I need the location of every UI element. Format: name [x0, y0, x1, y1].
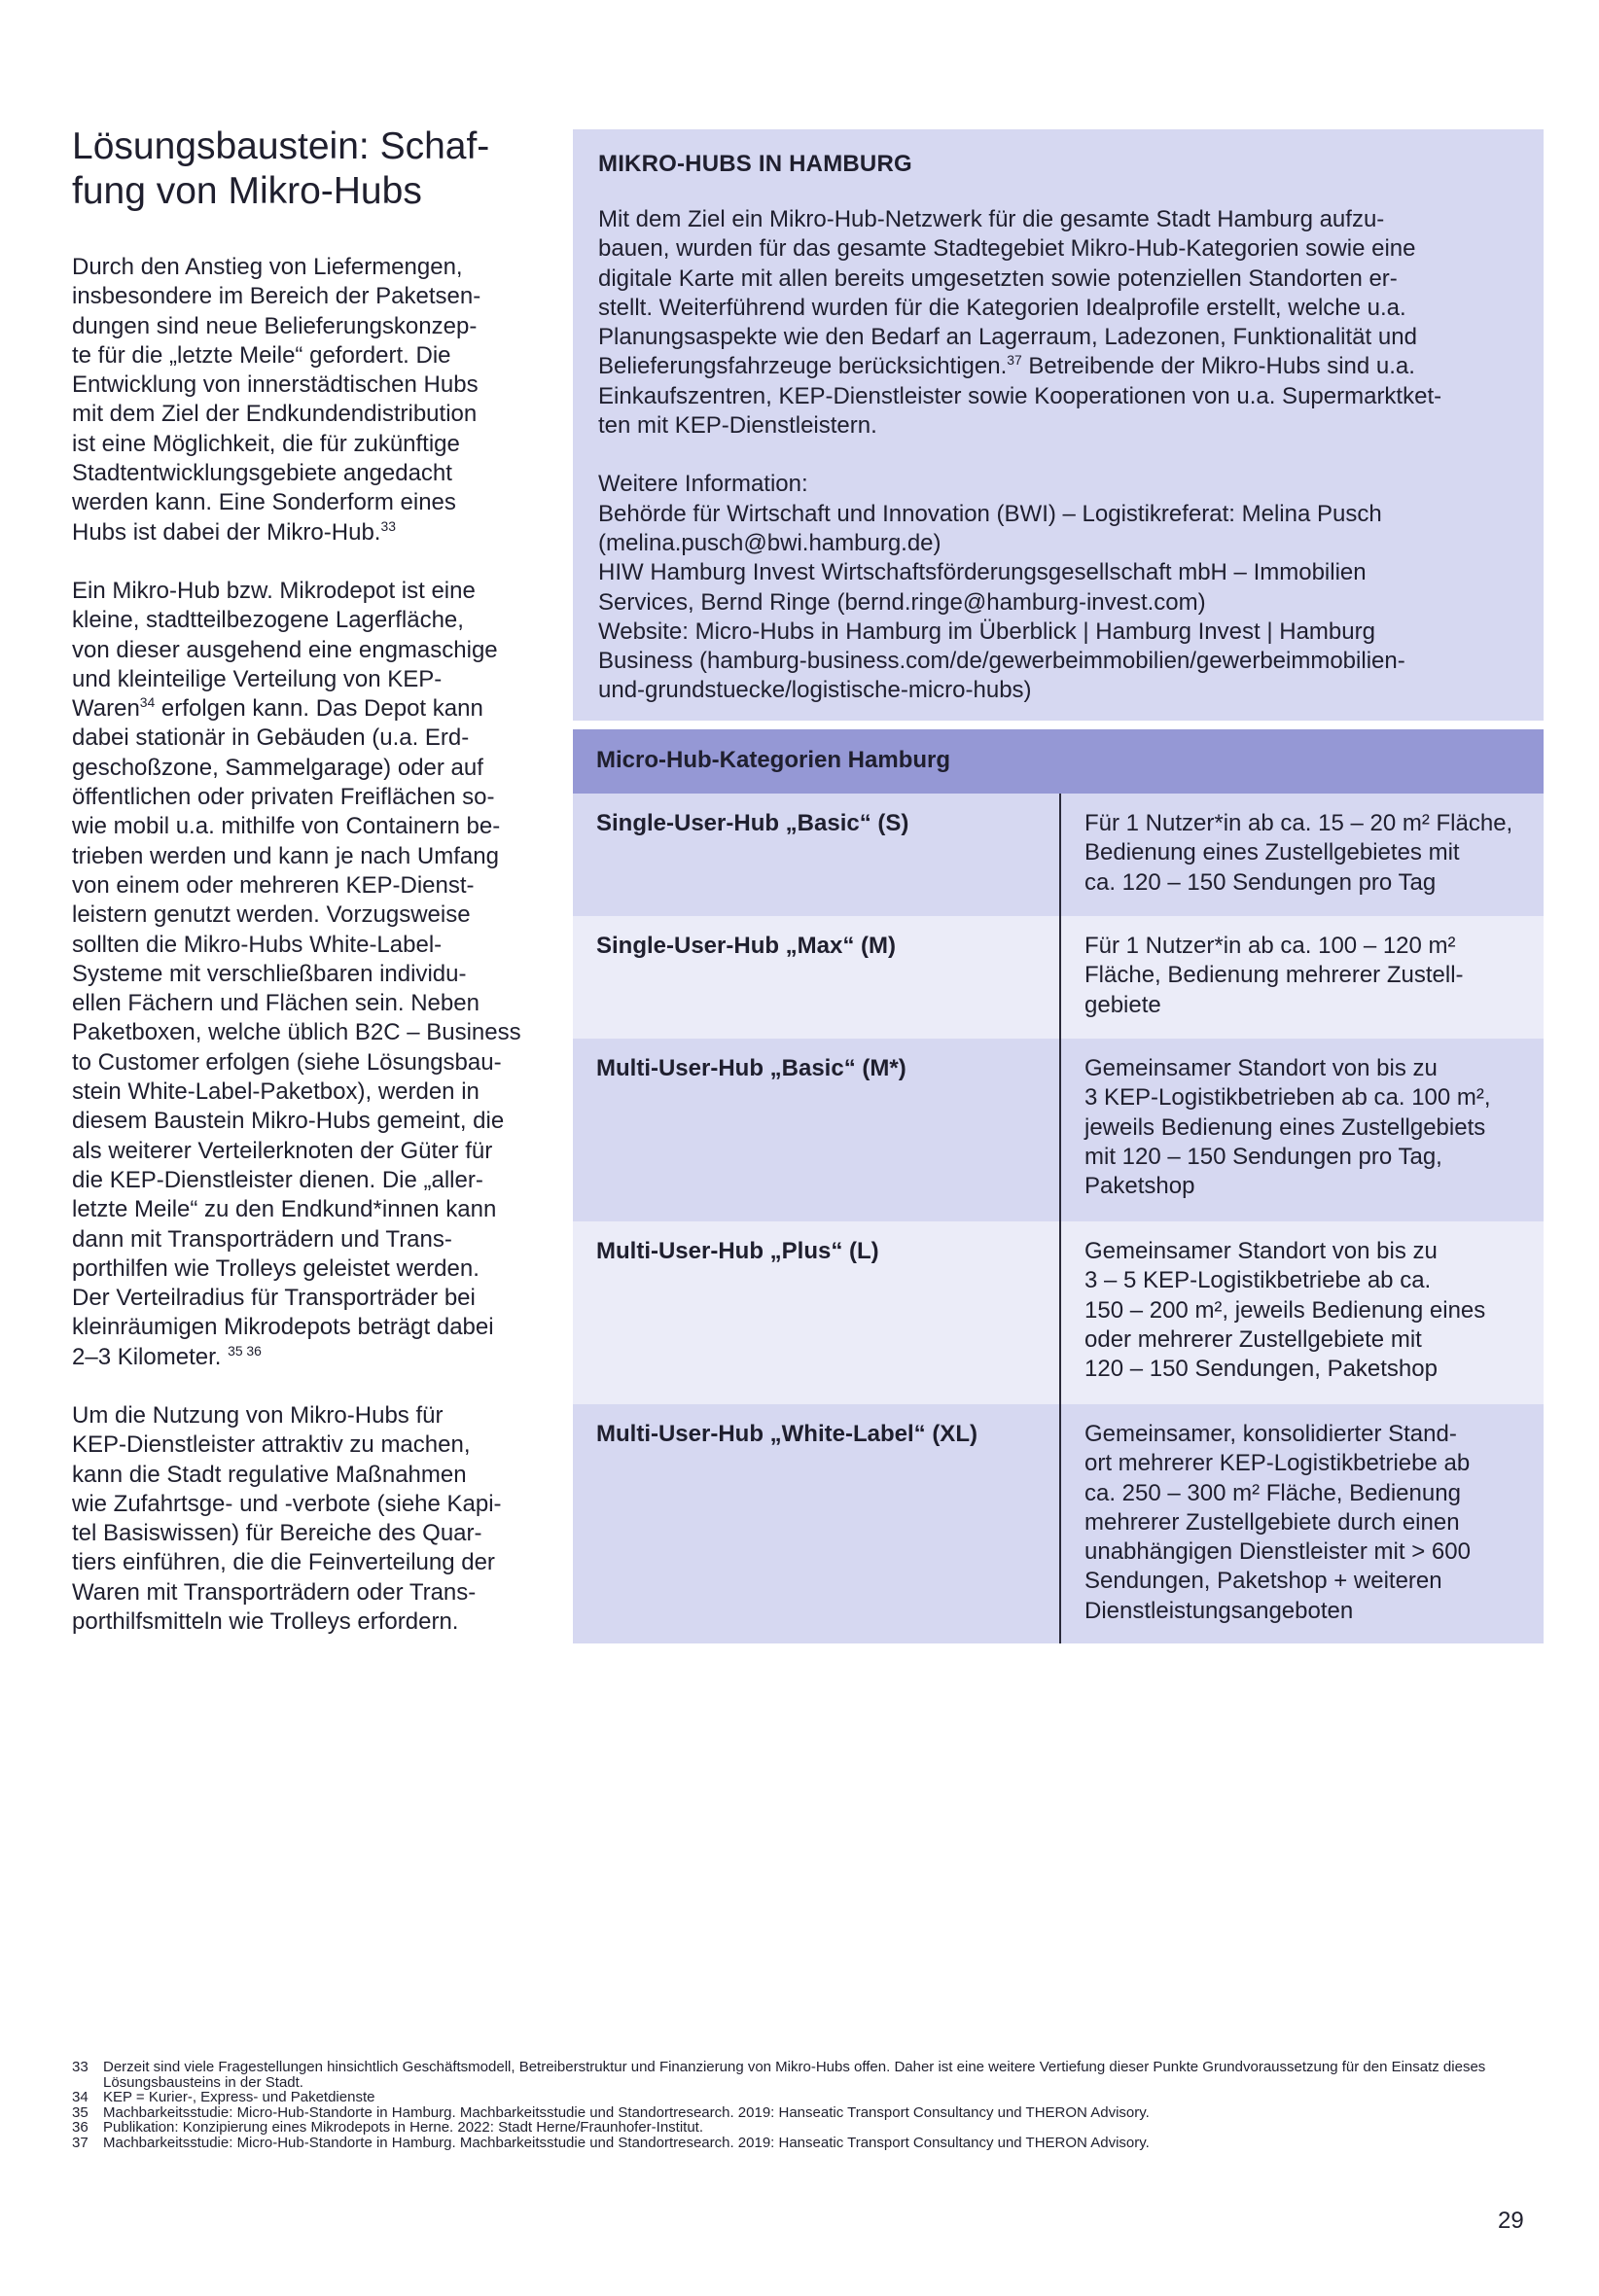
footnote-text: Machbarkeitsstudie: Micro-Hub-Standorte in Hamburg. Machbarkeitsstudie und Standortresearch. 2019: Hanseatic Transport Consultancy und THERON Advisory. [103, 2103, 1150, 2121]
category-description: Gemeinsamer Standort von bis zu 3 – 5 KEP-Logistikbetriebe ab ca. 150 – 200 m², jeweils Bedienung eines oder mehrerer Zustellgebiete mit 120 – 150 Sendungen, Paketshop [1059, 1221, 1544, 1404]
footnote-ref[interactable]: 34 [139, 694, 156, 711]
table-row [573, 1039, 1544, 1221]
footnote [72, 2090, 1531, 2105]
category-name: Single-User-Hub „Max“ (M) [596, 933, 897, 959]
footnote-number: 37 [72, 2134, 89, 2151]
footnote [72, 2105, 1531, 2121]
table-row [573, 794, 1544, 916]
category-name: Multi-User-Hub „Basic“ (M*) [596, 1055, 906, 1081]
paragraph-text: Mit dem Ziel ein Mikro-Hub-Netzwerk für die gesamte Stadt Hamburg aufzu- bauen, wurden für das gesamte Stadtegebiet Mikro-Hub-Kategorien sowie eine digitale Karte mit allen bereits umgesetzten sowie potenziellen Standorten er- stellt. Weiterführend wurden für die Kategorien Idealprofile erstellt, welche u.a. Planungsaspekte wie den Bedarf an Lagerraum, Ladezonen, Funktionalität und Belieferungsfahrzeuge berücksichtigen. [598, 206, 1417, 380]
category-description: Für 1 Nutzer*in ab ca. 15 – 20 m² Fläche, Bedienung eines Zustellgebietes mit ca. 120 – 150 Sendungen pro Tag [1059, 794, 1544, 916]
table-header: Micro-Hub-Kategorien Hamburg [573, 729, 1544, 794]
table-row [573, 1221, 1544, 1404]
footnote-ref[interactable]: 35 36 [228, 1342, 262, 1359]
page-number: 29 [1498, 2208, 1524, 2234]
footnote-ref[interactable]: 37 [1007, 352, 1022, 369]
footnote-text: Derzeit sind viele Fragestellungen hinsichtlich Geschäftsmodell, Betreiberstruktur und Finanzierung von Mikro-Hubs offen. Daher ist eine weitere Vertiefung dieser Punkte Grundvoraussetzung für den Einsatz dieses Lösungsbausteins in der Stadt. [103, 2059, 1486, 2091]
table-row [573, 916, 1544, 1039]
footnote [72, 2120, 1531, 2136]
footnote-text: Publikation: Konzipierung eines Mikrodepots in Herne. 2022: Stadt Herne/Fraunhofer-Institut. [103, 2119, 704, 2136]
article-paragraph-1 [72, 253, 549, 548]
page-title: Lösungsbaustein: Schaf- fung von Mikro-Hubs [72, 125, 490, 212]
footnote-text: KEP = Kurier-, Express- und Paketdienste [103, 2089, 375, 2105]
footnote-number: 36 [72, 2119, 89, 2136]
category-name: Multi-User-Hub „White-Label“ (XL) [596, 1421, 977, 1447]
footnote-number: 35 [72, 2103, 89, 2121]
table-row [573, 1404, 1544, 1643]
info-box-paragraph [598, 205, 1520, 441]
paragraph-text: Ein Mikro-Hub bzw. Mikrodepot ist eine kleine, stadtteilbezogene Lagerfläche, von dieser ausgehend eine engmaschige und kleinteilige Verteilung von KEP- Waren [72, 577, 498, 723]
footnote-ref[interactable]: 33 [380, 517, 396, 534]
category-name: Multi-User-Hub „Plus“ (L) [596, 1238, 879, 1264]
info-box-contacts: Weitere Information: Behörde für Wirtschaft und Innovation (BWI) – Logistikreferat: Melina Pusch (melina.pusch@bwi.hamburg.de) HIW Hamburg Invest Wirtschaftsförderungsgesellschaft mbH – Immobilien Services, Bernd Ringe (bernd.ringe@hamburg-invest.com) Website: Micro-Hubs in Hamburg im Überblick | Hamburg Invest | Hamburg Business (hamburg-business.com/de/gewerbeimmobilien/gewerbeimmobilien- und-grundstuecke/logistische-micro-hubs) [598, 471, 1405, 704]
micro-hub-categories-table [573, 729, 1544, 1643]
main-article [72, 124, 549, 1666]
article-paragraph-3 [72, 1401, 549, 1637]
paragraph-text: Betreibende der Mikro-Hubs sind u.a. Einkaufszentren, KEP-Dienstleister sowie Kooperationen von u.a. Supermarktket- ten mit KEP-Dienstleistern. [598, 353, 1442, 440]
footnote-number: 34 [72, 2089, 89, 2105]
paragraph-text: Um die Nutzung von Mikro-Hubs für KEP-Dienstleister attraktiv zu machen, kann die Stadt regulative Maßnahmen wie Zufahrtsge- und -verbote (siehe Kapi- tel Basiswissen) für Bereiche des Quar- tiers einführen, die die Feinverteilung der Waren mit Transporträdern oder Trans- porthilfsmitteln wie Trolleys erfordern. [72, 1401, 502, 1636]
category-description: Gemeinsamer, konsolidierter Stand- ort mehrerer KEP-Logistikbetriebe ab ca. 250 – 300 m² Fläche, Bedienung mehrerer Zustellgebiete durch einen unabhängigen Dienstleister mit > 600 Sendungen, Paketshop + weiteren Dienstleistungsangeboten [1059, 1404, 1544, 1643]
category-description: Gemeinsamer Standort von bis zu 3 KEP-Logistikbetrieben ab ca. 100 m², jeweils Bedienung eines Zustellgebiets mit 120 – 150 Sendungen pro Tag, Paketshop [1059, 1039, 1544, 1221]
footnote-text: Machbarkeitsstudie: Micro-Hub-Standorte in Hamburg. Machbarkeitsstudie und Standortresearch. 2019: Hanseatic Transport Consultancy und THERON Advisory. [103, 2134, 1150, 2151]
category-description: Für 1 Nutzer*in ab ca. 100 – 120 m² Fläche, Bedienung mehrerer Zustell- gebiete [1059, 916, 1544, 1039]
footnote-number: 33 [72, 2059, 89, 2075]
category-name: Single-User-Hub „Basic“ (S) [596, 810, 909, 836]
footnotes [72, 2060, 1531, 2150]
info-box-mikro-hubs-hamburg [573, 129, 1544, 721]
paragraph-text: Durch den Anstieg von Liefermengen, insbesondere im Bereich der Paketsen- dungen sind neue Belieferungskonzep- te für die „letzte Meile“ gefordert. Die Entwicklung von innerstädtischen Hubs mit dem Ziel der Endkundendistribution ist eine Möglichkeit, die für zukünftige Stadtentwicklungsgebiete angedacht werden kann. Eine Sonderform eines Hubs ist dabei der Mikro-Hub. [72, 254, 481, 546]
paragraph-text: erfolgen kann. Das Depot kann dabei stationär in Gebäuden (u.a. Erd- geschoßzone, Sammelgarage) oder auf öffentlichen oder privaten Freiflächen so- wie mobil u.a. mithilfe von Containern be- trieben werden und kann je nach Umfang von einem oder mehreren KEP-Dienst- leistern genutzt werden. Vorzugsweise sollten die Mikro-Hubs White-Label- Systeme mit verschließbaren individu- ellen Fächern und Flächen sein. Neben Paketboxen, welche üblich B2C – Business to Customer erfolgen (siehe Lösungsbau- stein White-Label-Paketbox), werden in diesem Baustein Mikro-Hubs gemeint, die als weiterer Verteilerknoten der Güter für die KEP-Dienstleister dienen. Die „aller- letzte Meile“ zu den Endkund*innen kann dann mit Transporträdern und Trans- porthilfen wie Trolleys geleistet werden. Der Verteilradius für Transporträder bei kleinräumigen Mikrodepots beträgt dabei 2–3 Kilometer. [72, 695, 521, 1370]
info-box-title: MIKRO-HUBS IN HAMBURG [598, 151, 912, 177]
footnote [72, 2060, 1531, 2090]
article-paragraph-2 [72, 577, 549, 1372]
footnote [72, 2136, 1531, 2151]
